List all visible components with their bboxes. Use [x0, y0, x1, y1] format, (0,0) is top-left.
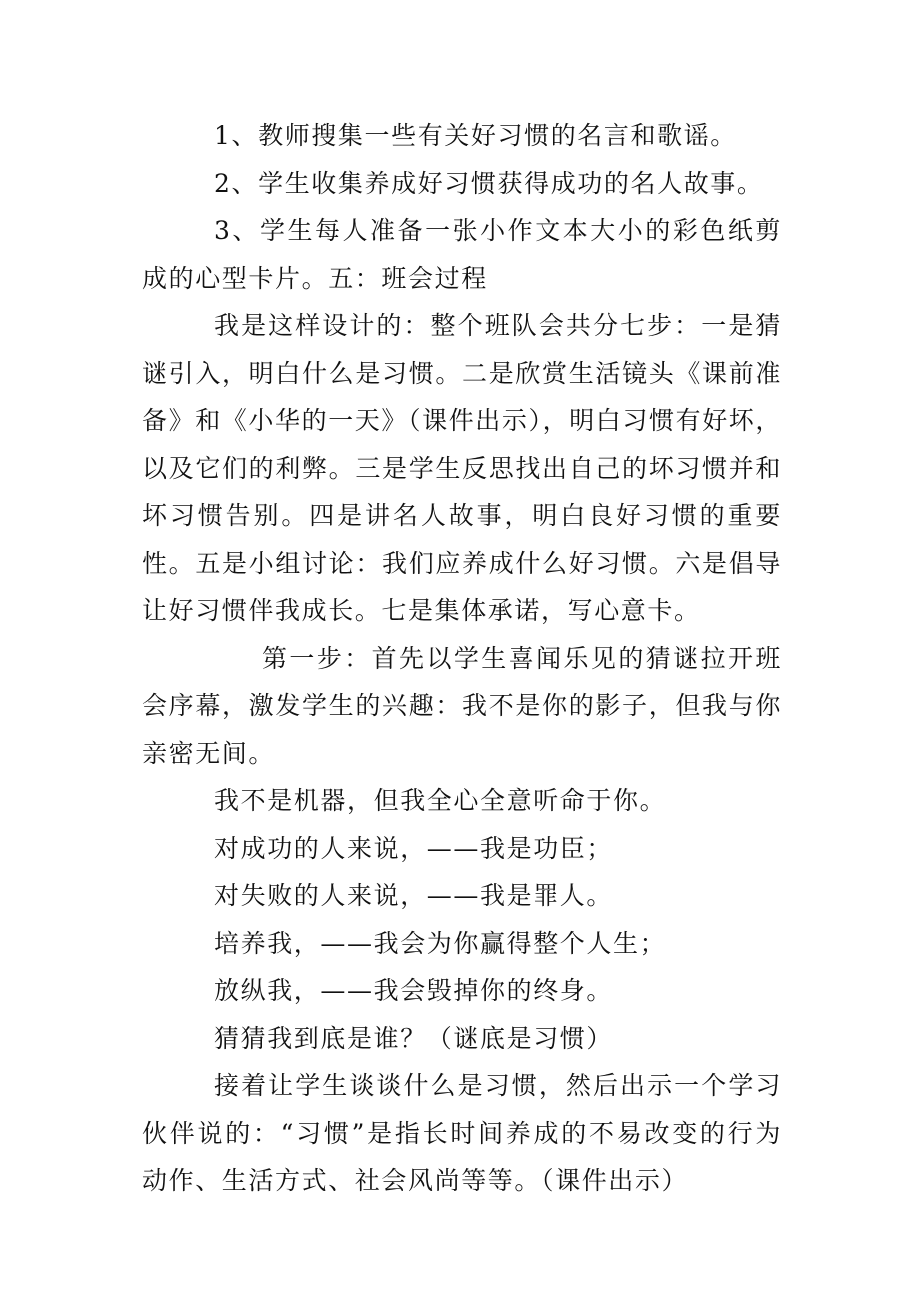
riddle-line: 培养我，——我会为你赢得整个人生；: [214, 928, 667, 958]
paragraph-prep-3: 3、学生每人准备一张小作文本大小的彩色纸剪成的心型卡片。五：班会过程: [142, 216, 782, 293]
paragraph-prep-1: 1、教师搜集一些有关好习惯的名言和歌谣。: [214, 121, 737, 150]
paragraph-step-one: 第一步：首先以学生喜闻乐见的猜谜拉开班会序幕，激发学生的兴趣：我不是你的影子，但我与你亲密无间。: [142, 643, 782, 768]
riddle-line: 对成功的人来说，——我是功臣；: [214, 833, 614, 863]
document-body: [142, 112, 782, 1205]
riddle-line: 对失败的人来说，——我是罪人。: [214, 881, 614, 910]
riddle-answer: 猜猜我到底是谁？（谜底是习惯）: [214, 1023, 614, 1053]
paragraph-prep-2: 2、学生收集养成好习惯获得成功的名人故事。: [214, 168, 764, 198]
paragraph-habit-definition: 接着让学生谈谈什么是习惯，然后出示一个学习伙伴说的：“习惯”是指长时间养成的不易改变的行为动作、生活方式、社会风尚等等。（课件出示）: [142, 1071, 782, 1195]
riddle-line: 我不是机器，但我全心全意听命于你。: [214, 786, 667, 815]
paragraph-design-overview: 我是这样设计的：整个班队会共分七步：一是猜谜引入，明白什么是习惯。二是欣赏生活镜头《课前准备》和《小华的一天》（课件出示），明白习惯有好坏，以及它们的利弊。三是学生反思找出自己的坏习惯并和坏习惯告别。四是讲名人故事，明白良好习惯的重要性。五是小组讨论：我们应养成什么好习惯。六是倡导让好习惯伴我成长。七是集体承诺，写心意卡。: [142, 311, 783, 625]
riddle-line: 放纵我，——我会毁掉你的终身。: [214, 976, 614, 1005]
